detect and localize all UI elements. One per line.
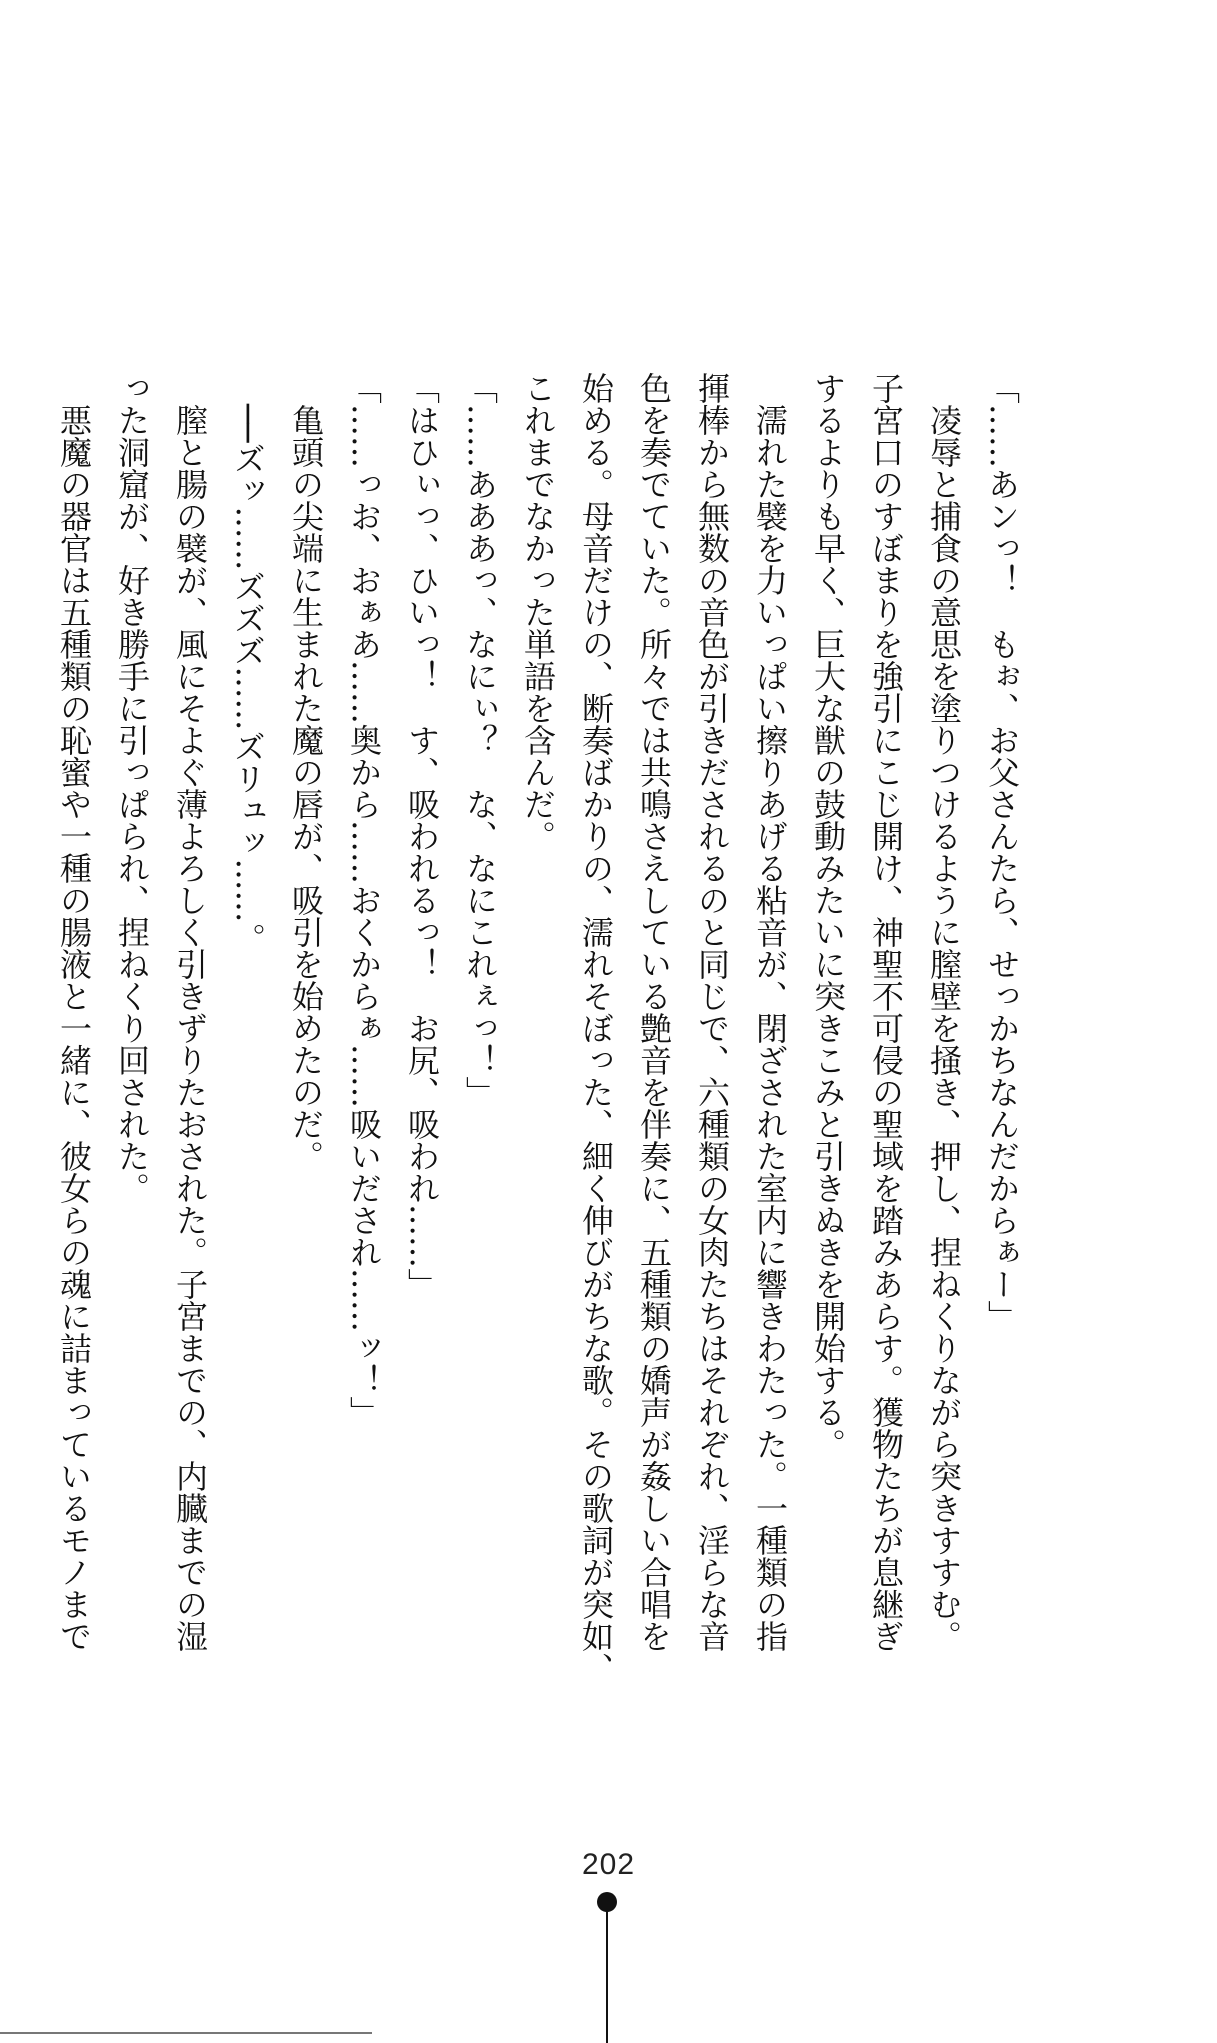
text-line: 「……あンっ！ もぉ、お父さんたら、せっかちなんだからぁー」 [983, 372, 1021, 1332]
text-line: これまでなかった単語を含んだ。 [519, 372, 557, 852]
text-line: 子宮口のすぼまりを強引にこじ開け、神聖不可侵の聖域を踏みあらす。獲物たちが息継ぎ [867, 372, 905, 1652]
text-line: 始める。母音だけの、断奏ばかりの、濡れそぼった、細く伸びがちな歌。その歌詞が突如、 [577, 372, 615, 1684]
text-line: 色を奏でていた。所々では共鳴さえしている艶音を伴奏に、五種類の嬌声が姦しい合唱を [635, 372, 673, 1652]
page-marker-line [606, 1908, 608, 2043]
text-line: 「はひぃっ、ひいっ！ す、吸われるっ！ お尻、吸われ……」 [403, 372, 441, 1300]
text-line: 「……あああっ、なにぃ？ な、なにこれぇっ！」 [461, 372, 499, 1108]
vertical-text-body [45, 372, 1031, 1684]
footer-rule [0, 2032, 372, 2034]
text-line: ──ズッ……ズズズ……ズリュッ……。 [229, 372, 267, 955]
text-line: 「……っお、おぁあ……奥から……おくからぁ……吸いだされ……ッ！」 [345, 372, 383, 1428]
text-line: 膣と腸の襞が、風にそよぐ薄よろしく引きずりたおされた。子宮までの、内臓までの湿 [171, 372, 209, 1652]
page-number: 202 [581, 1848, 636, 1881]
text-line: するよりも早く、巨大な獣の鼓動みたいに突きこみと引きぬきを開始する。 [809, 372, 847, 1460]
text-line: 濡れた襞を力いっぱい擦りあげる粘音が、閉ざされた室内に響きわたった。一種類の指 [751, 372, 789, 1652]
text-line: 亀頭の尖端に生まれた魔の唇が、吸引を始めたのだ。 [287, 372, 325, 1172]
text-line: 悪魔の器官は五種類の恥蜜や一種の腸液と一緒に、彼女らの魂に詰まっているモノまで [55, 372, 93, 1652]
text-line: った洞窟が、好き勝手に引っぱられ、捏ねくり回された。 [113, 372, 151, 1204]
text-line: 揮棒から無数の音色が引きだされるのと同じで、六種類の女肉たちはそれぞれ、淫らな音 [693, 372, 731, 1652]
text-line: 凌辱と捕食の意思を塗りつけるように膣壁を掻き、押し、捏ねくりながら突きすすむ。 [925, 372, 963, 1652]
